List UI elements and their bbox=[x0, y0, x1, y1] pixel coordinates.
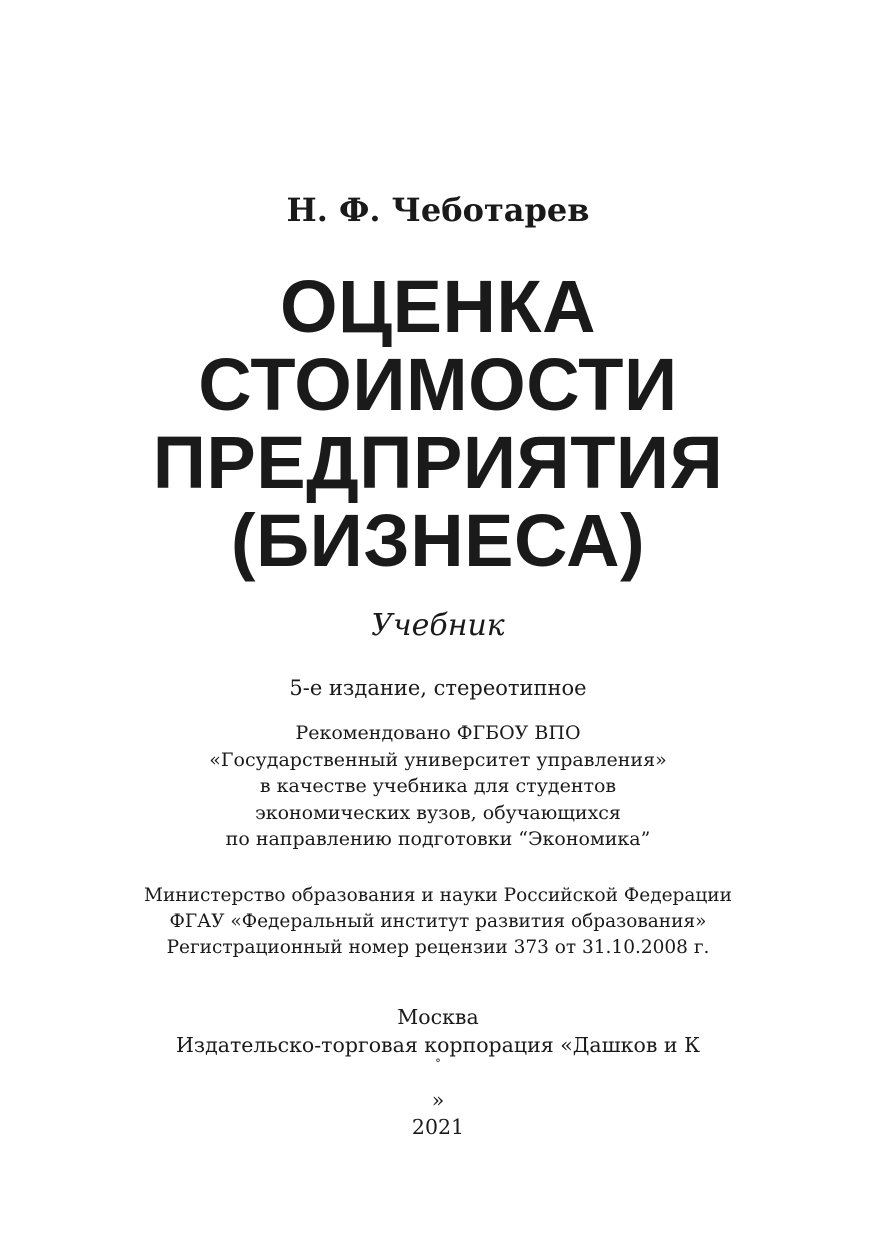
edition-note: 5-е издание, стереотипное bbox=[289, 676, 587, 700]
title-line: (БИЗНЕСА) bbox=[230, 499, 646, 582]
title-line: СТОИМОСТИ bbox=[198, 343, 678, 426]
ministry-line: ФГАУ «Федеральный институт развития образования» bbox=[169, 911, 707, 932]
imprint-publisher bbox=[0, 1032, 876, 1115]
book-title bbox=[0, 265, 876, 582]
title-line: ОЦЕНКА bbox=[279, 265, 597, 348]
publisher-name: Издательско-торговая корпорация «Дашков и К bbox=[176, 1032, 700, 1057]
ministry-block bbox=[0, 883, 876, 961]
recommendation-line: по направлению подготовки “Экономика” bbox=[225, 828, 651, 850]
imprint-block bbox=[0, 1004, 876, 1142]
recommendation-block bbox=[0, 720, 876, 853]
author-name: Н. Ф. Чеботарев bbox=[286, 191, 590, 229]
title-line: ПРЕДПРИЯТИЯ bbox=[152, 421, 724, 504]
book-subtitle: Учебник bbox=[371, 608, 505, 643]
recommendation-line: в качестве учебника для студентов bbox=[259, 775, 617, 797]
ministry-line: Министерство образования и науки Российской Федерации bbox=[144, 885, 732, 906]
imprint-city: Москва bbox=[397, 1005, 479, 1029]
imprint-year: 2021 bbox=[411, 1115, 465, 1139]
publisher-degree-mark: ° bbox=[435, 1057, 441, 1070]
recommendation-line: экономических вузов, обучающихся bbox=[255, 801, 621, 824]
recommendation-line: Рекомендовано ФГБОУ ВПО bbox=[295, 722, 581, 744]
recommendation-line: «Государственный университет управления» bbox=[209, 748, 667, 771]
publisher-closing-quote: » bbox=[431, 1087, 445, 1112]
ministry-line: Регистрационный номер рецензии 373 от 31.10.2008 г. bbox=[166, 937, 710, 958]
